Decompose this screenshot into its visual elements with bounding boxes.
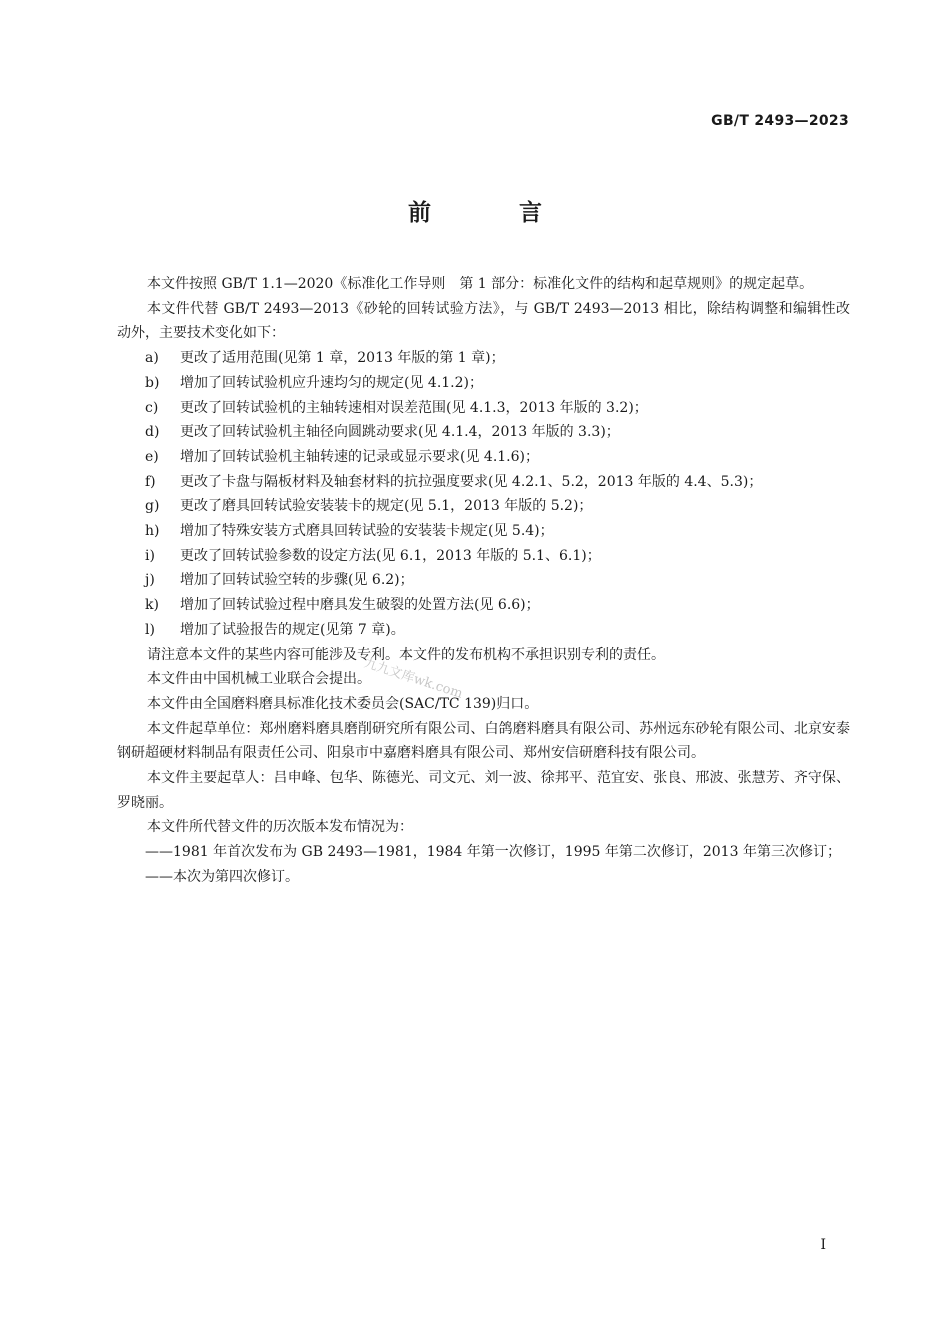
list-item <box>117 593 850 618</box>
list-marker: b) <box>145 374 160 391</box>
paragraph-history-intro: 本文件所代替文件的历次版本发布情况为： <box>147 819 413 836</box>
list-item-text: 更改了适用范围(见第 1 章，2013 年版的第 1 章)； <box>180 350 505 367</box>
watermark-text: 九九文库wk.com <box>362 655 465 702</box>
list-item-text: 更改了回转试验机主轴径向圆跳动要求(见 4.1.4，2013 年版的 3.3)； <box>180 424 620 441</box>
list-item <box>117 568 850 593</box>
list-item-text: 增加了试验报告的规定(见第 7 章)。 <box>180 621 405 638</box>
list-item-text: 更改了磨具回转试验安装装卡的规定(见 5.1，2013 年版的 5.2)； <box>180 498 593 515</box>
list-item <box>117 371 850 396</box>
list-item <box>117 494 850 519</box>
list-marker: d) <box>145 424 160 441</box>
list-marker: e) <box>145 448 159 465</box>
list-item <box>117 420 850 445</box>
list-marker: g) <box>145 498 160 515</box>
list-item <box>117 445 850 470</box>
paragraph-proposed-by: 本文件由中国机械工业联合会提出。 <box>147 671 371 688</box>
list-item <box>117 470 850 495</box>
list-item <box>117 346 850 371</box>
list-item <box>117 618 850 643</box>
page-number: I <box>820 1237 826 1253</box>
list-marker: k) <box>145 597 159 614</box>
list-item-text: 增加了回转试验空转的步骤(见 6.2)； <box>180 572 414 589</box>
list-item-text: 更改了回转试验参数的设定方法(见 6.1，2013 年版的 5.1、6.1)； <box>180 547 601 564</box>
document-body <box>117 272 850 890</box>
list-marker: c) <box>145 399 159 416</box>
history-item: ——本次为第四次修订。 <box>145 868 299 885</box>
list-item <box>117 544 850 569</box>
paragraph-managed-by: 本文件由全国磨料磨具标准化技术委员会(SAC/TC 139)归口。 <box>147 695 539 712</box>
list-item-text: 更改了卡盘与隔板材料及轴套材料的抗拉强度要求(见 4.2.1、5.2，2013 年版的 4.4、5.3)； <box>180 473 763 490</box>
history-item: ——1981 年首次发布为 GB 2493—1981，1984 年第一次修订，1995 年第二次修订，2013 年第三次修订； <box>145 844 841 861</box>
paragraph-drafting-units: 本文件起草单位：郑州磨料磨具磨削研究所有限公司、白鸽磨料磨具有限公司、苏州远东砂轮有限公司、北京安泰钢研超硬材料制品有限责任公司、阳泉市中嘉磨料磨具有限公司、郑州安信研磨科技有限公司。 <box>117 720 850 762</box>
page-title: 前 言 <box>407 200 582 226</box>
list-item-text: 增加了回转试验机应升速均匀的规定(见 4.1.2)； <box>180 374 483 391</box>
paragraph-drafting-rules: 本文件按照 GB/T 1.1—2020《标准化工作导则 第 1 部分：标准化文件的结构和起草规则》的规定起草。 <box>147 276 814 292</box>
list-item <box>117 519 850 544</box>
list-marker: l) <box>145 621 155 638</box>
list-item-text: 增加了回转试验过程中磨具发生破裂的处置方法(见 6.6)； <box>180 597 540 614</box>
list-marker: j) <box>145 572 155 589</box>
list-marker: i) <box>145 547 155 564</box>
list-marker: f) <box>145 473 156 490</box>
paragraph-replaces: 本文件代替 GB/T 2493—2013《砂轮的回转试验方法》，与 GB/T 2493—2013 相比，除结构调整和编辑性改动外，主要技术变化如下： <box>117 300 850 342</box>
paragraph-patent-notice: 请注意本文件的某些内容可能涉及专利。本文件的发布机构不承担识别专利的责任。 <box>147 646 665 663</box>
list-item-text: 更改了回转试验机的主轴转速相对误差范围(见 4.1.3，2013 年版的 3.2)； <box>180 399 648 416</box>
paragraph-drafters: 本文件主要起草人：吕申峰、包华、陈德光、司文元、刘一波、徐邦平、范宜安、张良、邢波、张慧芳、齐守保、罗晓丽。 <box>117 770 850 811</box>
list-marker: a) <box>145 350 159 367</box>
changes-list <box>117 346 850 642</box>
list-item-text: 增加了回转试验机主轴转速的记录或显示要求(见 4.1.6)； <box>180 448 539 465</box>
list-item <box>117 396 850 421</box>
list-item-text: 增加了特殊安装方式磨具回转试验的安装装卡规定(见 5.4)； <box>180 523 554 540</box>
document-code: GB/T 2493—2023 <box>711 113 849 129</box>
list-marker: h) <box>145 523 160 540</box>
